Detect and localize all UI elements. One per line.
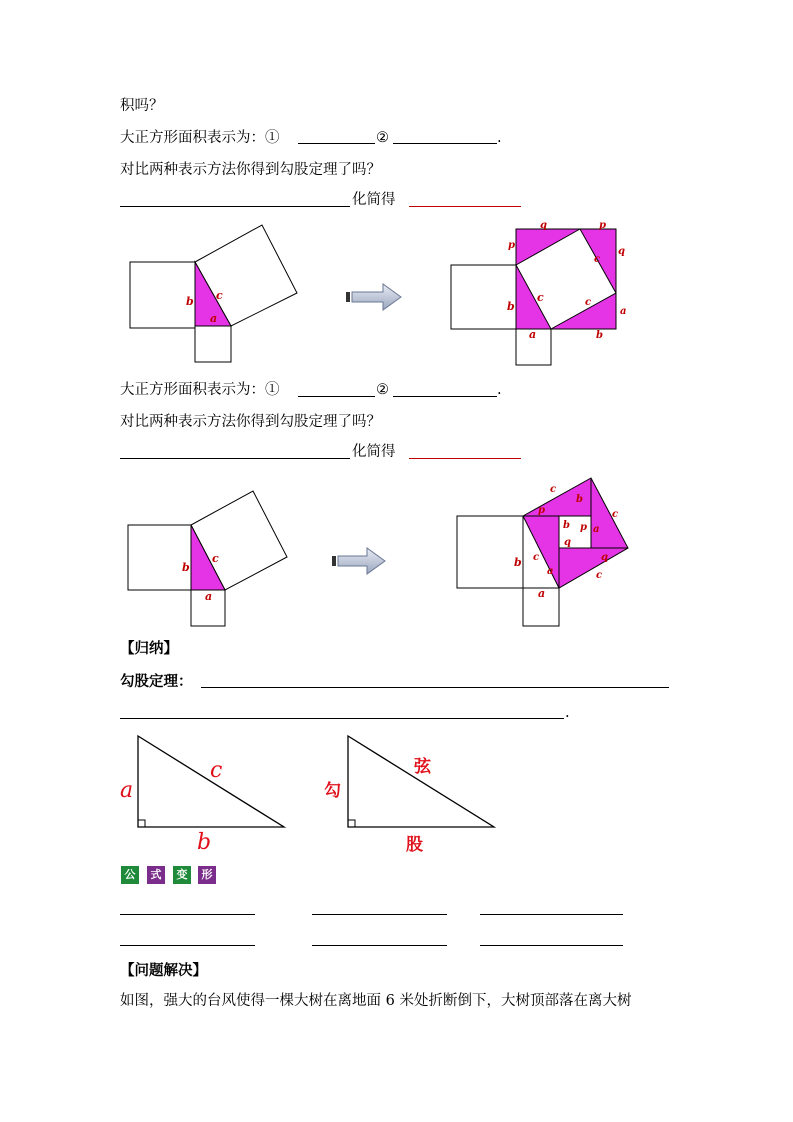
tri-label-a: a: [120, 778, 134, 803]
area-prompt-2: 大正方形面积表示为：①: [120, 382, 280, 398]
section-induction: 【归纳】: [120, 641, 178, 657]
tri-label-b: b: [197, 830, 212, 855]
badge-gong: 公: [121, 866, 139, 884]
text-line: 积吗？: [120, 98, 164, 114]
formula-blank-3[interactable]: [480, 914, 623, 915]
label-b: b: [596, 330, 603, 341]
badge-shi: 式: [147, 866, 165, 884]
label-a: a: [620, 306, 627, 317]
label-a: a: [547, 566, 554, 577]
tri-label-c: c: [210, 758, 223, 783]
label-c: c: [612, 509, 619, 520]
formula-blank-6[interactable]: [480, 945, 623, 946]
formula-blank-5[interactable]: [312, 945, 447, 946]
theorem-label: 勾股定理：: [120, 674, 193, 690]
label-p: p: [599, 220, 606, 231]
label-a: a: [205, 590, 213, 603]
badge-bian: 变: [173, 866, 191, 884]
label-c: c: [537, 291, 544, 304]
period: .: [565, 705, 570, 721]
label-p: p: [580, 522, 587, 533]
label-p: p: [538, 505, 545, 516]
circle-two: ②: [376, 130, 389, 146]
simplify-label-1: 化简得: [352, 192, 396, 208]
label-c: c: [216, 289, 223, 302]
label-q: q: [564, 537, 571, 548]
section-problem: 【问题解决】: [120, 963, 207, 979]
circle-two: ②: [376, 382, 389, 398]
problem-text: 如图，强大的台风使得一棵大树在离地面 6 米处折断倒下，大树顶部落在离大树: [120, 993, 632, 1009]
formula-blank-2[interactable]: [312, 914, 447, 915]
label-b: b: [563, 520, 570, 531]
formula-blank-1[interactable]: [120, 914, 255, 915]
compare-question-1: 对比两种表示方法你得到勾股定理了吗？: [120, 162, 381, 178]
label-c: c: [596, 570, 603, 581]
label-a: a: [210, 312, 218, 325]
label-c: c: [585, 297, 592, 308]
period: .: [497, 382, 502, 398]
formula-blank-4[interactable]: [120, 945, 255, 946]
simplify-label-2: 化简得: [352, 444, 396, 460]
badge-xing: 形: [198, 866, 216, 884]
label-q: q: [618, 246, 625, 257]
label-q: q: [601, 552, 608, 563]
label-b: b: [182, 561, 190, 574]
tri-label-gou: 勾: [324, 781, 341, 801]
label-c: c: [212, 552, 219, 565]
label-b: b: [186, 295, 194, 308]
label-c: c: [550, 484, 557, 495]
label-a: a: [538, 587, 546, 600]
period: .: [497, 130, 502, 146]
label-b: b: [514, 556, 522, 569]
tri-label-xian: 弦: [414, 757, 431, 777]
area-prompt-1: 大正方形面积表示为：①: [120, 130, 280, 146]
tri-label-gu: 股: [406, 835, 423, 855]
label-b: b: [507, 300, 515, 313]
label-a: a: [593, 524, 600, 535]
compare-question-2: 对比两种表示方法你得到勾股定理了吗？: [120, 414, 381, 430]
label-b: b: [576, 494, 583, 505]
label-a: a: [529, 328, 537, 341]
label-p: p: [508, 240, 515, 251]
label-c: c: [594, 254, 601, 265]
label-c: c: [533, 552, 540, 563]
label-q: q: [540, 220, 547, 231]
